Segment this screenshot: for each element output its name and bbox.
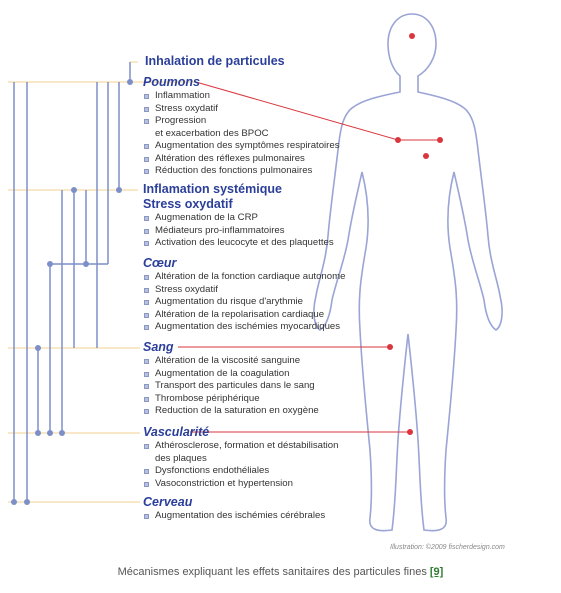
connector-dots	[11, 79, 133, 505]
list-sang	[143, 355, 319, 418]
list-cerveau	[143, 510, 325, 523]
illustration-credit: Illustration: ©2009 fischerdesign.com	[390, 544, 505, 551]
title-inflammation: Inflamation systémique	[143, 182, 282, 196]
list-item: Altération de la repolarisation cardiaque	[143, 309, 345, 322]
list-item: Thrombose périphérique	[143, 393, 319, 406]
list-item: Médiateurs pro-inflammatoires	[143, 225, 334, 238]
list-item: Augmentation du risque d'arythmie	[143, 296, 345, 309]
list-item: Augmentation des ischémies cérébrales	[143, 510, 325, 523]
list-item: Altération des réflexes pulmonaires	[143, 153, 340, 166]
list-item: Activation des leucocyte et des plaquettes	[143, 237, 334, 250]
connector-lines	[14, 62, 130, 502]
list-item: Athérosclerose, formation et déstabilisation	[143, 440, 338, 453]
list-item: Reduction de la saturation en oxygène	[143, 405, 319, 418]
list-vascularite	[143, 440, 338, 490]
list-coeur	[143, 271, 345, 334]
list-item: Augmentation des symptômes respiratoires	[143, 140, 340, 153]
list-item: Stress oxydatif	[143, 103, 340, 116]
list-item: Progression	[143, 115, 340, 128]
list-item: des plaques	[155, 452, 207, 464]
list-item: Vasoconstriction et hypertension	[143, 478, 338, 491]
list-item: Altération de la viscosité sanguine	[143, 355, 319, 368]
list-item: Réduction des fonctions pulmonaires	[143, 165, 340, 178]
list-item: Inflammation	[143, 90, 340, 103]
caption-text: Mécanismes expliquant les effets sanitaires des particules fines	[117, 566, 427, 578]
title-poumons: Poumons	[143, 75, 200, 89]
list-item: Altération de la fonction cardiaque autonome	[143, 271, 345, 284]
title-coeur: Cœur	[143, 256, 177, 270]
title-inhalation: Inhalation de particules	[145, 54, 285, 68]
list-item: et exacerbation des BPOC	[155, 127, 269, 139]
list-stress	[143, 212, 334, 250]
list-item: Augmentation de la coagulation	[143, 368, 319, 381]
title-vascularite: Vascularité	[143, 425, 210, 439]
list-item: Transport des particules dans le sang	[143, 380, 319, 393]
list-item: Augmenation de la CRP	[143, 212, 334, 225]
figure-caption	[0, 566, 561, 578]
list-item: Augmentation des ischémies myocardiques	[143, 321, 345, 334]
title-cerveau: Cerveau	[143, 495, 193, 509]
list-item: Stress oxydatif	[143, 284, 345, 297]
title-stress: Stress oxydatif	[143, 197, 233, 211]
list-poumons	[143, 90, 340, 178]
title-sang: Sang	[143, 340, 174, 354]
reference-link[interactable]: [9]	[429, 566, 444, 578]
list-item: Dysfonctions endothéliales	[143, 465, 338, 478]
